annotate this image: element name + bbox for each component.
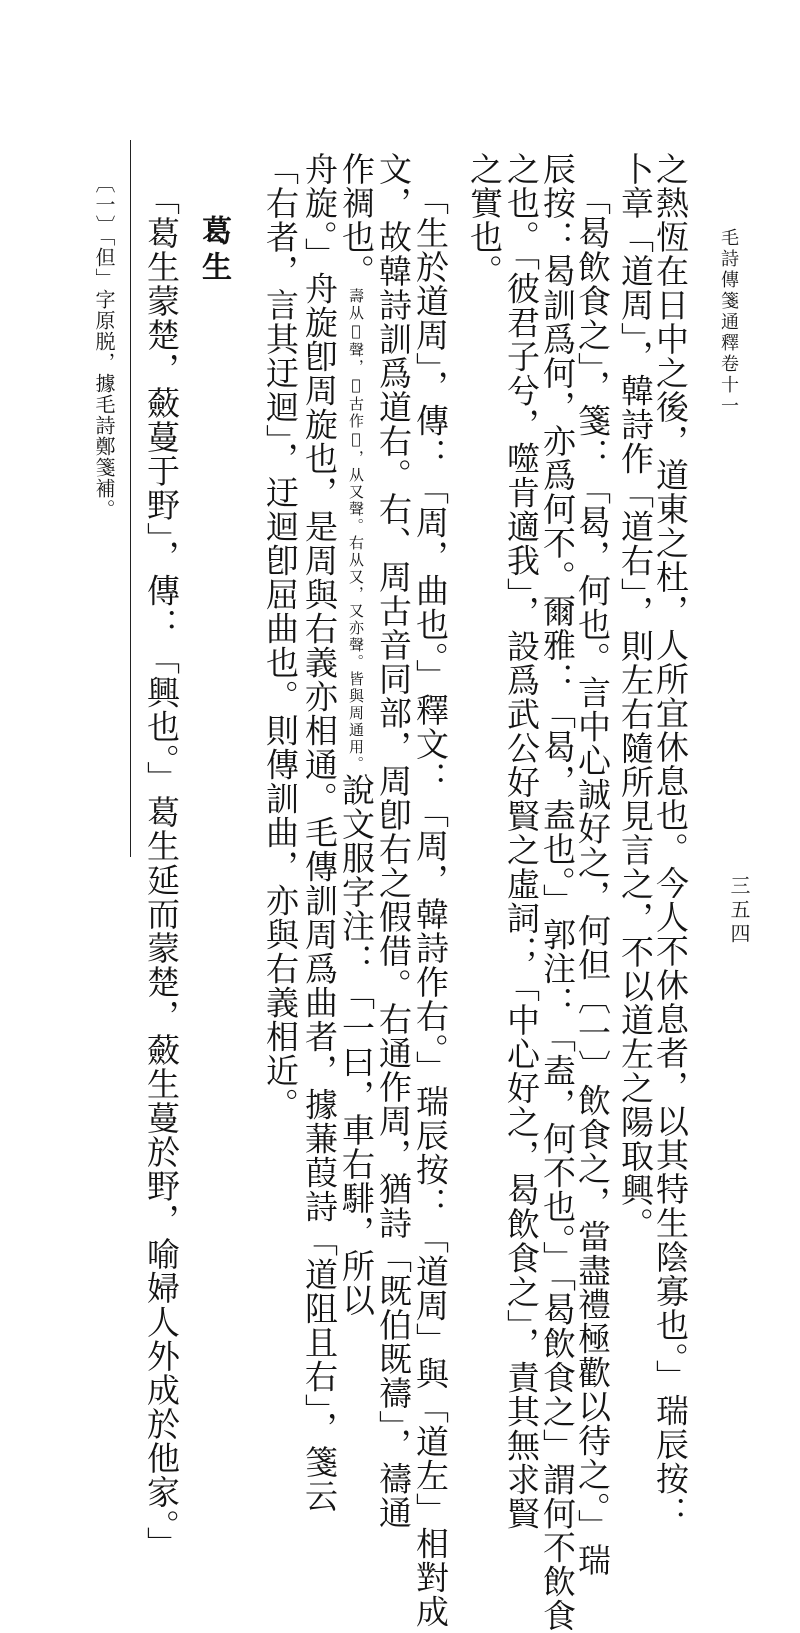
text-column-6: 之實也。	[465, 152, 504, 288]
text-column-1: 之熱恆在日中之後，道東之杜，人所宜休息也。今人不休息者，以其特生陰寡也。」瑞辰按：	[651, 152, 690, 1530]
running-header: 毛詩傳箋通釋卷十一	[718, 228, 739, 417]
footnote-divider	[130, 140, 131, 857]
text-column-11: 「右者，言其迂迴」，迂迴卽屈曲也。則傳訓曲，亦與右義相近。	[261, 152, 300, 1122]
footnote-1: 〔一〕「但」字原脱，據毛詩鄭箋補。	[92, 173, 116, 520]
column-9-text-b: 說文服字注：「一曰，車右騑，所以	[337, 773, 376, 1317]
column-9-interlinear-note: 壽从𠃬聲，𠃬古作𠙙，从又聲。右从又，又亦聲。皆與周通用。	[347, 288, 365, 773]
text-column-3: 「曷飲食之」，箋：「曷，何也。言中心誠好之，何但〔一〕飲食之，當盡禮極歡以待之。」瑞	[573, 182, 612, 1577]
text-column-5: 之也。「彼君子兮，噬肯適我」，設爲武公好賢之虛詞；「中心好之，曷飲食之」，責其無求賢	[502, 152, 541, 1531]
text-column-8: 文，故韓詩訓爲道右。右、周古音同部，周卽右之假借。右通作周，猶詩「既伯既禱」，禱通	[374, 152, 413, 1530]
text-column-10: 舟旋。」舟旋卽周旋也，是周與右義亦相通。毛傳訓周爲曲者，據蒹葭詩「道阻且右」，箋云	[300, 152, 339, 1513]
section-text-column-1: 「葛生蒙楚，蘞蔓于野」，傳：「興也。」葛生延而蒙楚，蘞生蔓於野，喻婦人外成於他家。」	[142, 182, 181, 1561]
section-heading: 葛生	[196, 215, 231, 287]
page-number: 三五四	[727, 875, 751, 947]
text-column-2: 卜章「道周」，韓詩作「道右」，則左右隨所見言之，不以道左之陽取興。	[616, 152, 655, 1241]
text-column-4: 辰按：曷訓爲何，亦爲何不。爾雅：「曷，盍也。」郭注：「盍，何不也。」「曷飲食之」謂何不飲食	[538, 152, 577, 1633]
column-9-text-a: 作禂也。	[337, 152, 376, 288]
text-column-9	[337, 152, 376, 1317]
text-column-7: 「生於道周」，傳：「周，曲也。」釋文：「周，韓詩作右。」瑞辰按：「道周」與「道左」相對成	[411, 182, 450, 1629]
